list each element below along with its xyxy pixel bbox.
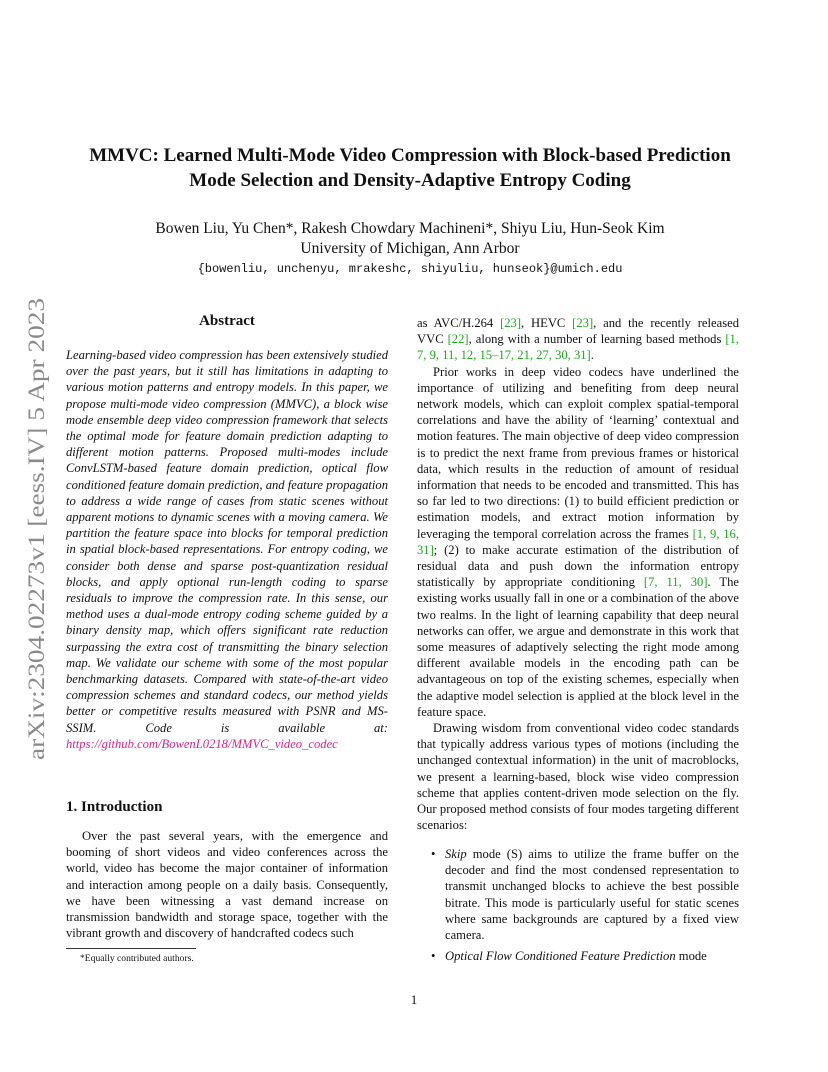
- mode-term: Skip: [445, 847, 467, 861]
- affiliation: University of Michigan, Ann Arbor: [300, 240, 520, 257]
- paper-title-line-1: MMVC: Learned Multi-Mode Video Compression with Block-based Prediction: [89, 145, 731, 166]
- abstract-heading: Abstract: [199, 313, 255, 329]
- citation-link[interactable]: [1, 7, 9, 11, 12, 15–17, 21, 27, 30, 31]: [417, 332, 739, 363]
- bullet-icon: •: [431, 949, 436, 964]
- introduction-heading: 1. Introduction: [66, 799, 163, 815]
- bullet-icon: •: [431, 847, 436, 861]
- author-emails: {bowenliu, unchenyu, mrakeshc, shiyuliu, hunseok}@umich.edu: [197, 262, 623, 276]
- arxiv-sidebar-stamp: [14, 295, 54, 765]
- mode-list: [431, 846, 739, 969]
- list-item: [431, 846, 739, 943]
- continued-paragraph: as AVC/H.264 [23], HEVC [23], and the recently released VVC [22], along with a number of learning based methods [1, 7, 9, 11, 12, 15–17, 21, 27, 30, 31].: [417, 316, 739, 363]
- citation-link[interactable]: [7, 11, 30]: [643, 575, 708, 590]
- right-column-body: [417, 315, 739, 834]
- method-overview-paragraph: Drawing wisdom from conventional video codec standards that typically address various types of motions (including the unchanged contextual information) in the unit of macroblocks, we present a learning-based, block wise video compression scheme that applies content-driven mode selection on the fly. Our proposed method consists of four modes targeting different scenarios:: [417, 721, 739, 833]
- mode-description: mode (S) aims to utilize the frame buffer on the decoder and find the most condensed representation to transmit unchanged blocks to achieve the best possible bitrate. This mode is particularly useful for static scenes where same backgrounds are captured by a fixed view camera.: [445, 847, 739, 943]
- citation-link[interactable]: [1, 9, 16, 31]: [417, 526, 740, 557]
- footnote: *Equally contributed authors.: [80, 953, 194, 964]
- author-list: Bowen Liu, Yu Chen*, Rakesh Chowdary Machineni*, Shiyu Liu, Hun-Seok Kim: [155, 220, 665, 237]
- intro-paragraph: Over the past several years, with the emergence and booming of short videos and video conferences across the world, video has become the major container of information and interaction among people on a daily basis. Consequently, we have been witnessing a vast demand increase on transmission bandwidth and storage space, together with the vibrant growth and discovery of handcrafted codecs such: [66, 829, 388, 941]
- citation-link[interactable]: [22]: [447, 332, 469, 347]
- abstract-body: [66, 347, 388, 752]
- prior-works-paragraph: Prior works in deep video codecs have underlined the importance of utilizing and benefiting from deep neural network models, which can exploit complex spatial-temporal correlations and have the ability of ‘learning’ contextual and motion features. The main objective of deep video compression is to predict the next frame from previous frames or historical data, which results in the reduction of amount of residual information that needs to be encoded and transmitted. This has so far led to two directions: (1) to build efficient prediction or estimation models, and extract motion information by leveraging the temporal correlation across the frames [1, 9, 16, 31]; (2) to make accurate estimation of the distribution of residual data and push down the information entropy statistically by appropriate conditioning [7, 11, 30]. The existing works usually fall in one or a combination of the above two realms. In the light of learning capability that deep neural networks can offer, we argue and demonstrate in this work that some measures of adaptively selecting the right mode among different available models in the encoding path can be advantageous on top of the existing schemes, especially when the adaptive model selection is applied at the block level in the feature space.: [417, 364, 740, 719]
- introduction-body: [66, 828, 388, 941]
- mode-description: mode: [675, 949, 707, 964]
- page-number: 1: [410, 992, 418, 1007]
- footnote-divider: [66, 948, 196, 949]
- code-link[interactable]: https://github.com/BowenL0218/MMVC_video_codec: [66, 736, 338, 751]
- list-item: [431, 948, 739, 964]
- paper-title-line-2: Mode Selection and Density-Adaptive Entropy Coding: [189, 170, 631, 191]
- arxiv-id-text: arXiv:2304.02273v1 [eess.IV] 5 Apr 2023: [24, 361, 50, 760]
- citation-link[interactable]: [23]: [572, 316, 594, 330]
- citation-link[interactable]: [23]: [500, 316, 522, 330]
- mode-term: Optical Flow Conditioned Feature Prediction: [445, 949, 676, 964]
- abstract-text: Learning-based video compression has been extensively studied over the past years, but it still has limitations in adapting to various motion patterns and entropy models. In this paper, we propose multi-mode video compression (MMVC), a block wise mode ensemble deep video compression framework that selects the optimal mode for feature domain prediction adapting to different motion patterns. Proposed multi-modes include ConvLSTM-based feature domain prediction, optical flow conditioned feature domain prediction, and feature propagation to address a wide range of cases from static scenes without apparent motions to dynamic scenes with a moving camera. We partition the feature space into blocks for temporal prediction in spatial block-based representations. For entropy coding, we consider both dense and sparse post-quantization residual blocks, and apply optional run-length coding to sparse residuals to improve the compression rate. In this sense, our method uses a dual-mode entropy coding scheme guided by a binary density map, which offers significant rate reduction surpassing the extra cost of transmitting the binary selection map. We validate our scheme with some of the most popular benchmarking datasets. Compared with state-of-the-art video compression schemes and standard codecs, our method yields better or competitive results measured with PSNR and MS-SSIM. Code is available at:: [66, 348, 388, 735]
